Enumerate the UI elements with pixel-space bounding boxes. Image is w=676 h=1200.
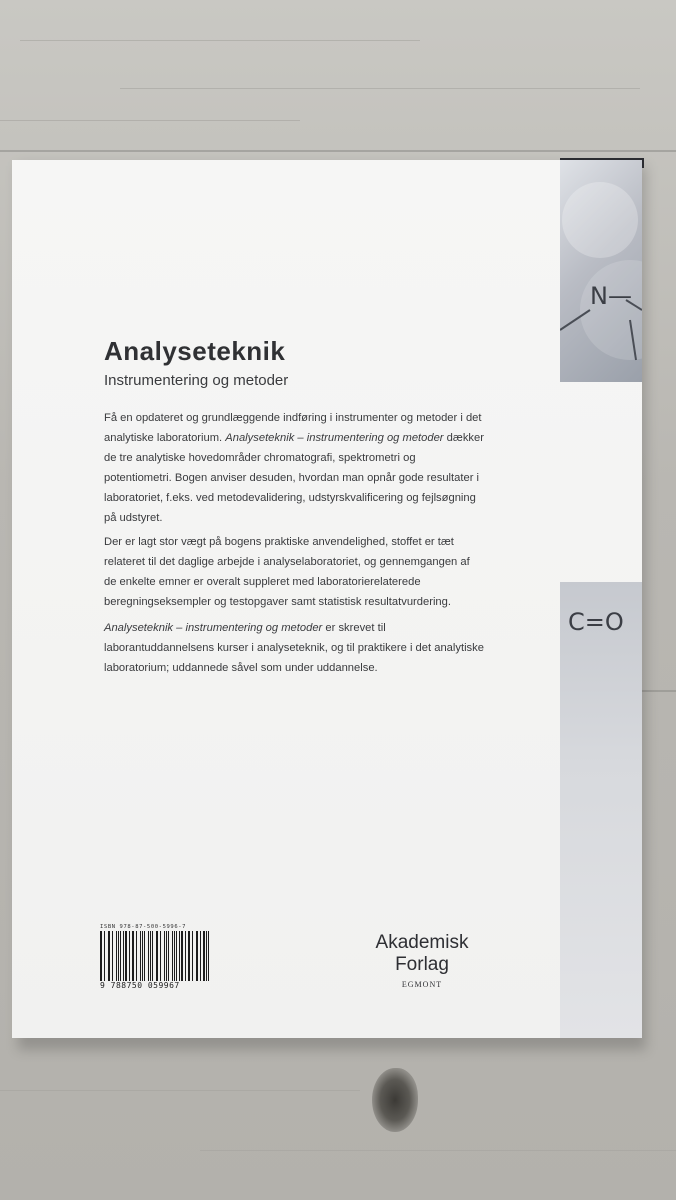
barcode-bar bbox=[104, 931, 105, 981]
chemistry-image-strip-top bbox=[560, 160, 642, 382]
book-subtitle: Instrumentering og metoder bbox=[104, 372, 289, 389]
wood-grain bbox=[0, 120, 300, 121]
wood-grain bbox=[20, 40, 420, 41]
wood-plank-seam bbox=[0, 150, 676, 152]
wood-grain bbox=[0, 1090, 360, 1091]
barcode-bar bbox=[164, 931, 165, 981]
barcode-bar bbox=[181, 931, 182, 981]
barcode bbox=[100, 924, 212, 990]
para1-italic-title: Analyseteknik – instrumentering og metoder bbox=[225, 432, 444, 444]
para3-italic-title: Analyseteknik – instrumentering og metoder bbox=[104, 622, 323, 634]
description-paragraph-2: Der er lagt stor vægt på bogens praktiske anvendelighed, stoffet er tæt relateret til det daglige arbejde i analyselaboratoriet, og gennemgangen af de enkelte emner er overalt suppleret med laboratorierelaterede beregningseksempler og testopgaver samt statistisk resultatvurdering. bbox=[104, 536, 470, 608]
molecule-graphic bbox=[560, 160, 642, 382]
para1-text-a: Få en opdateret og grundlæggende indføring i instrumenter og metoder i det analytiske laboratorium. bbox=[104, 412, 482, 444]
barcode-bar bbox=[112, 931, 113, 981]
barcode-bar bbox=[168, 931, 169, 981]
barcode-bar bbox=[136, 931, 137, 981]
barcode-bar bbox=[208, 931, 209, 981]
chem-label-top: N— bbox=[590, 282, 632, 310]
barcode-bar bbox=[125, 931, 126, 981]
para3-text-b: er skrevet til laborantuddannelsens kurser i analyseteknik, og til praktikere i det analytiske laboratorium; uddannede såvel som under uddannelse. bbox=[104, 622, 484, 674]
wood-knot bbox=[372, 1068, 418, 1132]
barcode-bar bbox=[123, 931, 124, 981]
wood-grain bbox=[200, 1150, 676, 1151]
barcode-bar bbox=[160, 931, 161, 981]
description-paragraph-1 bbox=[104, 408, 484, 528]
publisher-name-line1: Akademisk bbox=[375, 932, 469, 953]
publisher-name-line2: Forlag bbox=[395, 954, 449, 975]
isbn-label: ISBN 978-87-500-5996-7 bbox=[100, 924, 187, 930]
barcode-bar bbox=[203, 931, 204, 981]
barcode-bar bbox=[189, 931, 190, 981]
book-back-cover bbox=[12, 160, 642, 1038]
barcode-bar bbox=[144, 931, 145, 981]
barcode-bar bbox=[152, 931, 153, 981]
barcode-bars bbox=[100, 931, 212, 981]
wood-grain bbox=[120, 88, 640, 89]
publisher-logo bbox=[372, 932, 472, 989]
para1-text-b: dækker de tre analytiske hovedområder chromatografi, spektrometri og potentiometri. Bogen anviser desuden, hvordan man opnår gode resultater i laboratoriet, f.eks. ved metodevalidering, udstyrskvalificering og fejlsøgning på udstyret. bbox=[104, 432, 484, 524]
description-paragraph-3 bbox=[104, 618, 484, 678]
publisher-group: EGMONT bbox=[401, 980, 443, 989]
barcode-bar bbox=[116, 931, 117, 981]
barcode-bar bbox=[140, 931, 141, 981]
chemistry-image-strip-bottom bbox=[560, 582, 642, 1038]
chem-label-bottom: C=O bbox=[568, 608, 624, 636]
barcode-bar bbox=[196, 931, 197, 981]
barcode-bar bbox=[179, 931, 180, 981]
ean-digits: 9 788750 059967 bbox=[100, 981, 180, 990]
book-title: Analyseteknik bbox=[104, 336, 286, 366]
